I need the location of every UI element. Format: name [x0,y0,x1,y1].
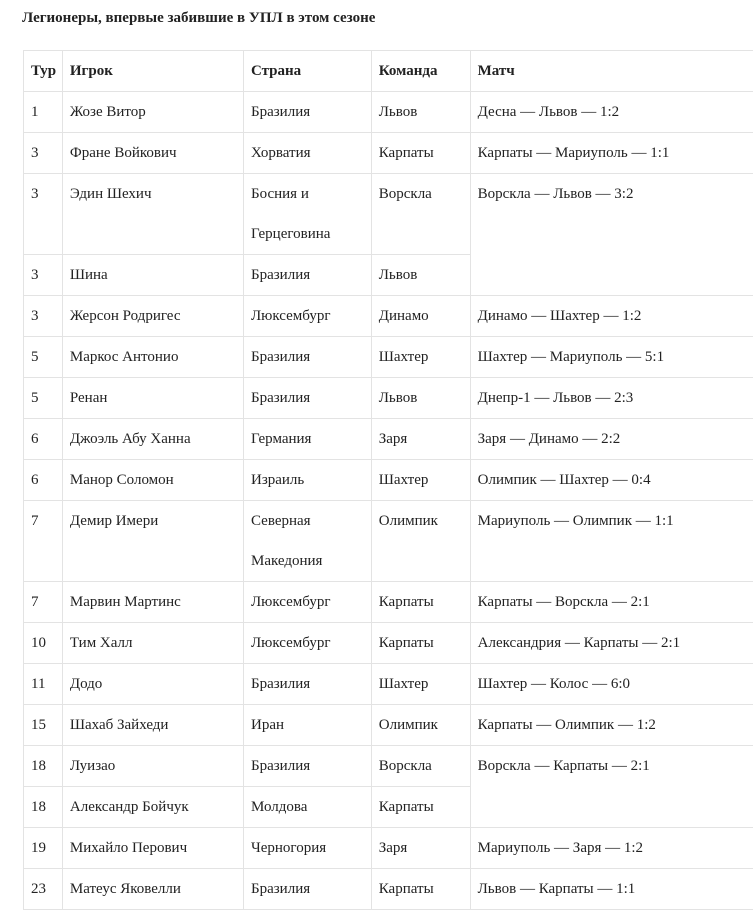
table-row [24,828,753,869]
cell-match: Динамо — Шахтер — 1:2 [470,296,753,337]
header-tour: Тур [24,51,63,92]
cell-tour: 3 [24,255,63,296]
cell-match: Карпаты — Мариуполь — 1:1 [470,133,753,174]
cell-team: Заря [371,419,470,460]
cell-country: Босния и Герцеговина [243,174,371,255]
cell-tour: 5 [24,337,63,378]
cell-team: Карпаты [371,582,470,623]
cell-player: Джоэль Абу Ханна [62,419,243,460]
table-row [24,582,753,623]
table-row [24,705,753,746]
cell-team: Львов [371,255,470,296]
page-title: Легионеры, впервые забившие в УПЛ в этом сезоне [22,10,376,26]
cell-tour: 1 [24,92,63,133]
scorers-table [23,50,753,910]
table-row [24,174,753,255]
cell-team: Олимпик [371,705,470,746]
cell-player: Маркос Антонио [62,337,243,378]
cell-tour: 3 [24,174,63,255]
cell-team: Карпаты [371,869,470,910]
cell-team: Ворскла [371,746,470,787]
cell-player: Жозе Витор [62,92,243,133]
cell-country: Бразилия [243,869,371,910]
cell-player: Додо [62,664,243,705]
table-row [24,460,753,501]
cell-match: Ворскла — Львов — 3:2 [470,174,753,296]
cell-team: Карпаты [371,787,470,828]
header-country: Страна [243,51,371,92]
cell-country: Бразилия [243,92,371,133]
cell-match: Карпаты — Олимпик — 1:2 [470,705,753,746]
cell-country: Люксембург [243,296,371,337]
cell-team: Шахтер [371,664,470,705]
cell-player: Эдин Шехич [62,174,243,255]
table-row [24,378,753,419]
cell-team: Карпаты [371,133,470,174]
table-row [24,296,753,337]
cell-country: Иран [243,705,371,746]
cell-match: Шахтер — Колос — 6:0 [470,664,753,705]
cell-match: Карпаты — Ворскла — 2:1 [470,582,753,623]
cell-team: Львов [371,378,470,419]
cell-player: Михайло Перович [62,828,243,869]
cell-country: Хорватия [243,133,371,174]
cell-player: Шахаб Зайхеди [62,705,243,746]
table-row [24,337,753,378]
cell-team: Шахтер [371,337,470,378]
cell-tour: 11 [24,664,63,705]
table-row [24,92,753,133]
cell-country: Бразилия [243,664,371,705]
table-header-row [24,51,753,92]
cell-country: Бразилия [243,378,371,419]
cell-team: Динамо [371,296,470,337]
cell-tour: 23 [24,869,63,910]
table-row [24,133,753,174]
cell-player: Марвин Мартинс [62,582,243,623]
cell-player: Ренан [62,378,243,419]
cell-match: Заря — Динамо — 2:2 [470,419,753,460]
cell-country: Бразилия [243,746,371,787]
cell-match: Ворскла — Карпаты — 2:1 [470,746,753,828]
table-row [24,664,753,705]
cell-match: Александрия — Карпаты — 2:1 [470,623,753,664]
cell-player: Фране Войкович [62,133,243,174]
cell-player: Александр Бойчук [62,787,243,828]
cell-tour: 7 [24,501,63,582]
cell-team: Львов [371,92,470,133]
cell-tour: 19 [24,828,63,869]
cell-tour: 3 [24,133,63,174]
cell-tour: 6 [24,460,63,501]
cell-country: Черногория [243,828,371,869]
cell-country: Германия [243,419,371,460]
cell-tour: 3 [24,296,63,337]
cell-country: Люксембург [243,582,371,623]
cell-player: Демир Имери [62,501,243,582]
table-row [24,623,753,664]
cell-tour: 5 [24,378,63,419]
cell-team: Шахтер [371,460,470,501]
cell-player: Тим Халл [62,623,243,664]
cell-player: Манор Соломон [62,460,243,501]
header-player: Игрок [62,51,243,92]
table-row [24,419,753,460]
cell-player: Шина [62,255,243,296]
cell-tour: 6 [24,419,63,460]
cell-team: Ворскла [371,174,470,255]
cell-country: Израиль [243,460,371,501]
cell-team: Карпаты [371,623,470,664]
table-row [24,746,753,787]
table-row [24,869,753,910]
cell-match: Львов — Карпаты — 1:1 [470,869,753,910]
cell-match: Шахтер — Мариуполь — 5:1 [470,337,753,378]
cell-country: Бразилия [243,255,371,296]
cell-country: Люксембург [243,623,371,664]
cell-tour: 18 [24,746,63,787]
header-team: Команда [371,51,470,92]
cell-match: Днепр-1 — Львов — 2:3 [470,378,753,419]
cell-match: Олимпик — Шахтер — 0:4 [470,460,753,501]
cell-country: Бразилия [243,337,371,378]
cell-country: Северная Македония [243,501,371,582]
cell-tour: 15 [24,705,63,746]
cell-match: Десна — Львов — 1:2 [470,92,753,133]
cell-player: Матеус Яковелли [62,869,243,910]
cell-player: Луизао [62,746,243,787]
cell-tour: 10 [24,623,63,664]
cell-tour: 7 [24,582,63,623]
cell-country: Молдова [243,787,371,828]
cell-team: Заря [371,828,470,869]
cell-tour: 18 [24,787,63,828]
header-match: Матч [470,51,753,92]
cell-match: Мариуполь — Олимпик — 1:1 [470,501,753,582]
cell-team: Олимпик [371,501,470,582]
cell-match: Мариуполь — Заря — 1:2 [470,828,753,869]
table-row [24,501,753,582]
cell-player: Жерсон Родригес [62,296,243,337]
